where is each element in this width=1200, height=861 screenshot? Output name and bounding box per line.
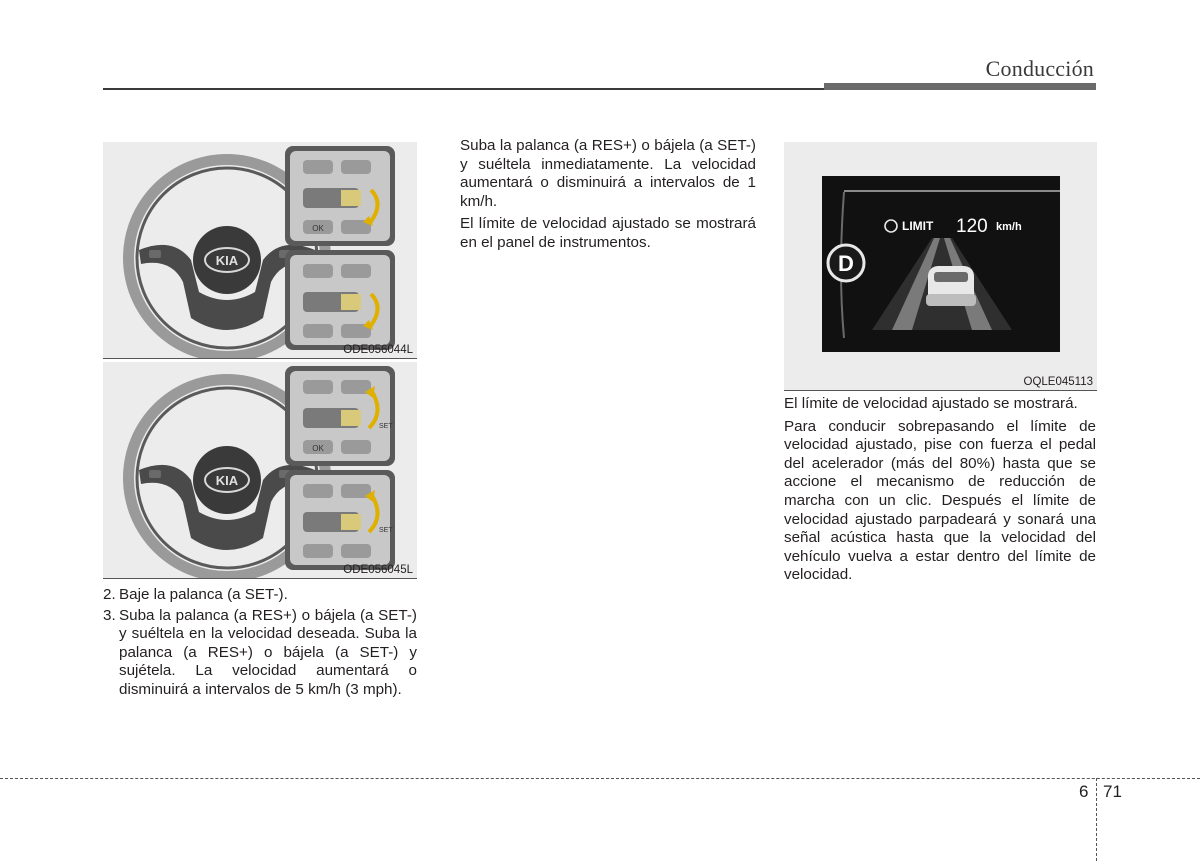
step-text: Suba la palanca (a RES+) o bájela (a SET-) y suéltela en la velocidad deseada. Suba la palanca (a RES+) o bájela (a SET-) y sujétela. La velocidad aumentará o disminuirá a intervalos de 5 km/h (3 mph). <box>119 606 417 698</box>
figure-caption: ODE056045L <box>343 564 413 576</box>
steering-wheel-illustration <box>103 142 417 358</box>
footer-rule <box>0 778 1200 779</box>
speed-value: 120 <box>956 216 988 237</box>
step-text: Baje la palanca (a SET-). <box>119 586 288 603</box>
figure-caption: OQLE045113 <box>1023 376 1093 388</box>
middle-column <box>460 137 756 257</box>
steering-wheel-illustration <box>103 362 417 578</box>
page-number: 71 <box>1103 782 1122 801</box>
speed-unit: km/h <box>996 221 1022 233</box>
ok-button-label: OK <box>312 224 324 233</box>
right-column <box>784 395 1096 589</box>
figure-divider <box>103 358 417 359</box>
set-label: SET <box>379 527 393 534</box>
paragraph: El límite de velocidad ajustado se mostrará en el panel de instrumentos. <box>460 215 756 251</box>
figure-caption: ODE056044L <box>343 344 413 356</box>
ok-button-label: OK <box>312 444 324 453</box>
figure-divider <box>784 390 1097 391</box>
page-header-title: Conducción <box>985 56 1094 81</box>
footer-divider <box>1096 778 1097 861</box>
figure-steering-wheel-res <box>103 362 417 578</box>
cluster-display-illustration <box>784 142 1097 390</box>
gear-indicator: D <box>838 251 854 276</box>
chapter-number: 6 <box>1079 782 1089 801</box>
figure-divider <box>103 578 417 579</box>
figure-instrument-cluster <box>784 142 1097 390</box>
kia-logo: KIA <box>215 473 239 488</box>
paragraph: Para conducir sobrepasando el límite de velocidad ajustado, pise con fuerza el pedal del acelerador (más del 80%) hasta que se accione el mecanismo de reducción de marcha con un clic. Después el límite de velocidad ajustado parpadeará y sonará una señal acústica hasta que la velocidad del vehículo vuelva a estar dentro del límite de velocidad. <box>784 417 1096 584</box>
kia-logo: KIA <box>215 253 239 268</box>
header-rule-accent <box>824 83 1096 90</box>
limit-label: LIMIT <box>902 219 934 233</box>
step-number: 3. <box>103 606 116 624</box>
list-item <box>103 586 417 605</box>
step-list <box>103 586 417 700</box>
list-item <box>103 607 417 700</box>
set-label: SET <box>379 423 393 430</box>
left-column <box>103 586 417 702</box>
figure-steering-wheel-set <box>103 142 417 358</box>
paragraph: Suba la palanca (a RES+) o bájela (a SET-) y suéltela inmediatamente. La velocidad aumentará o disminuirá a intervalos de 1 km/h. <box>460 137 756 210</box>
step-number: 2. <box>103 586 116 603</box>
paragraph: El límite de velocidad ajustado se mostrará. <box>784 395 1078 412</box>
